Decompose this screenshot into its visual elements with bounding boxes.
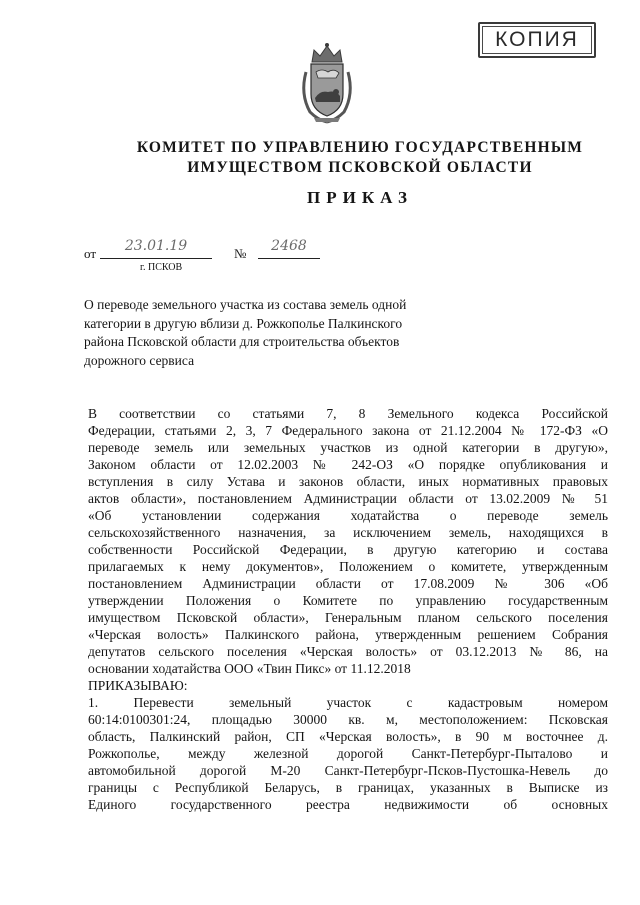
document-subject xyxy=(84,296,484,370)
copy-stamp xyxy=(478,22,596,58)
body-line: границы с Республикой Беларусь, в границах, указанных в Выписке из xyxy=(88,780,608,795)
body-line: 1. Перевести земельный участок с кадастровым номером xyxy=(88,695,608,710)
body-line: Рожкополье, между железной дорогой Санкт-Петербург-Пыталово и xyxy=(88,746,608,761)
order-keyword: ПРИКАЗЫВАЮ: xyxy=(88,678,188,693)
authority-line-2: ИМУЩЕСТВОМ ПСКОВСКОЙ ОБЛАСТИ xyxy=(187,159,533,176)
body-line: прилагаемых к нему документов», Положением о комитете, утвержденным xyxy=(88,559,608,574)
subject-line: дорожного сервиса xyxy=(84,352,195,368)
body-line: область, Палкинский район, СП «Черская волость», в 90 м восточнее д. xyxy=(88,729,608,744)
body-line: Единого государственного реестра недвижимости об основных xyxy=(88,797,608,812)
authority-line-1: КОМИТЕТ ПО УПРАВЛЕНИЮ ГОСУДАРСТВЕННЫМ xyxy=(136,139,584,156)
subject-line: категории в другую вблизи д. Рожкополье Палкинского xyxy=(84,315,403,331)
body-line: сельскохозяйственного назначения, за исключением земель, находящихся в xyxy=(88,525,608,540)
body-line: «Об установлении содержания ходатайства о переводе земель xyxy=(88,508,608,523)
body-line: имуществом Псковской области», Генеральным планом сельского поселения xyxy=(88,610,608,625)
body-line: автомобильной дорогой М-20 Санкт-Петербург-Псков-Пустошка-Невель до xyxy=(88,763,608,778)
body-line: утверждении Положения о Комитете по управлению государственным xyxy=(88,593,608,608)
subject-line: района Псковской области для строительства объектов xyxy=(84,334,400,349)
document-date: 23.01.19 xyxy=(100,238,212,259)
body-line: депутатов сельского поселения «Черская волость» от 03.12.2013 № 86, на xyxy=(88,644,608,659)
document-meta xyxy=(84,236,384,276)
body-line: «Черская волость» Палкинского района, утвержденным решением Собрания xyxy=(88,627,608,642)
document-title: ПРИКАЗ xyxy=(307,188,413,207)
issuing-authority xyxy=(80,138,640,178)
copy-stamp-text: КОПИЯ xyxy=(482,26,592,54)
body-line: Федерации, статьями 2, 3, 7 Федерального закона от 21.12.2004 № 172-ФЗ «О xyxy=(88,423,608,438)
body-line: вступления в силу Устава и законов области, иных нормативных правовых xyxy=(88,474,608,489)
date-label: от xyxy=(84,246,97,261)
document-body xyxy=(88,405,608,813)
body-line: В соответствии со статьями 7, 8 Земельного кодекса Российской xyxy=(88,406,608,421)
document-city: г. ПСКОВ xyxy=(140,262,183,273)
document-number: 2468 xyxy=(258,238,320,259)
body-line: собственности Российской Федерации, в другую категорию и состава xyxy=(88,542,608,557)
body-line: Законом области от 12.02.2003 № 242-ОЗ «О порядке опубликования и xyxy=(88,457,608,472)
number-label: № xyxy=(234,246,247,261)
body-line: переводе земель или земельных участков из одной категории в другую», xyxy=(88,440,608,455)
body-line: основании ходатайства ООО «Твин Пикс» от 11.12.2018 xyxy=(88,661,411,676)
body-line: актов области», постановлением Администрации области от 13.02.2009 № 51 xyxy=(88,491,608,506)
subject-line: О переводе земельного участка из состава земель одной xyxy=(84,297,407,312)
body-line: постановлением Администрации области от 17.08.2009 № 306 «Об xyxy=(88,576,608,591)
coat-of-arms-icon xyxy=(298,42,356,124)
body-line: 60:14:0100301:24, площадью 30000 кв. м, местоположением: Псковская xyxy=(88,712,608,727)
